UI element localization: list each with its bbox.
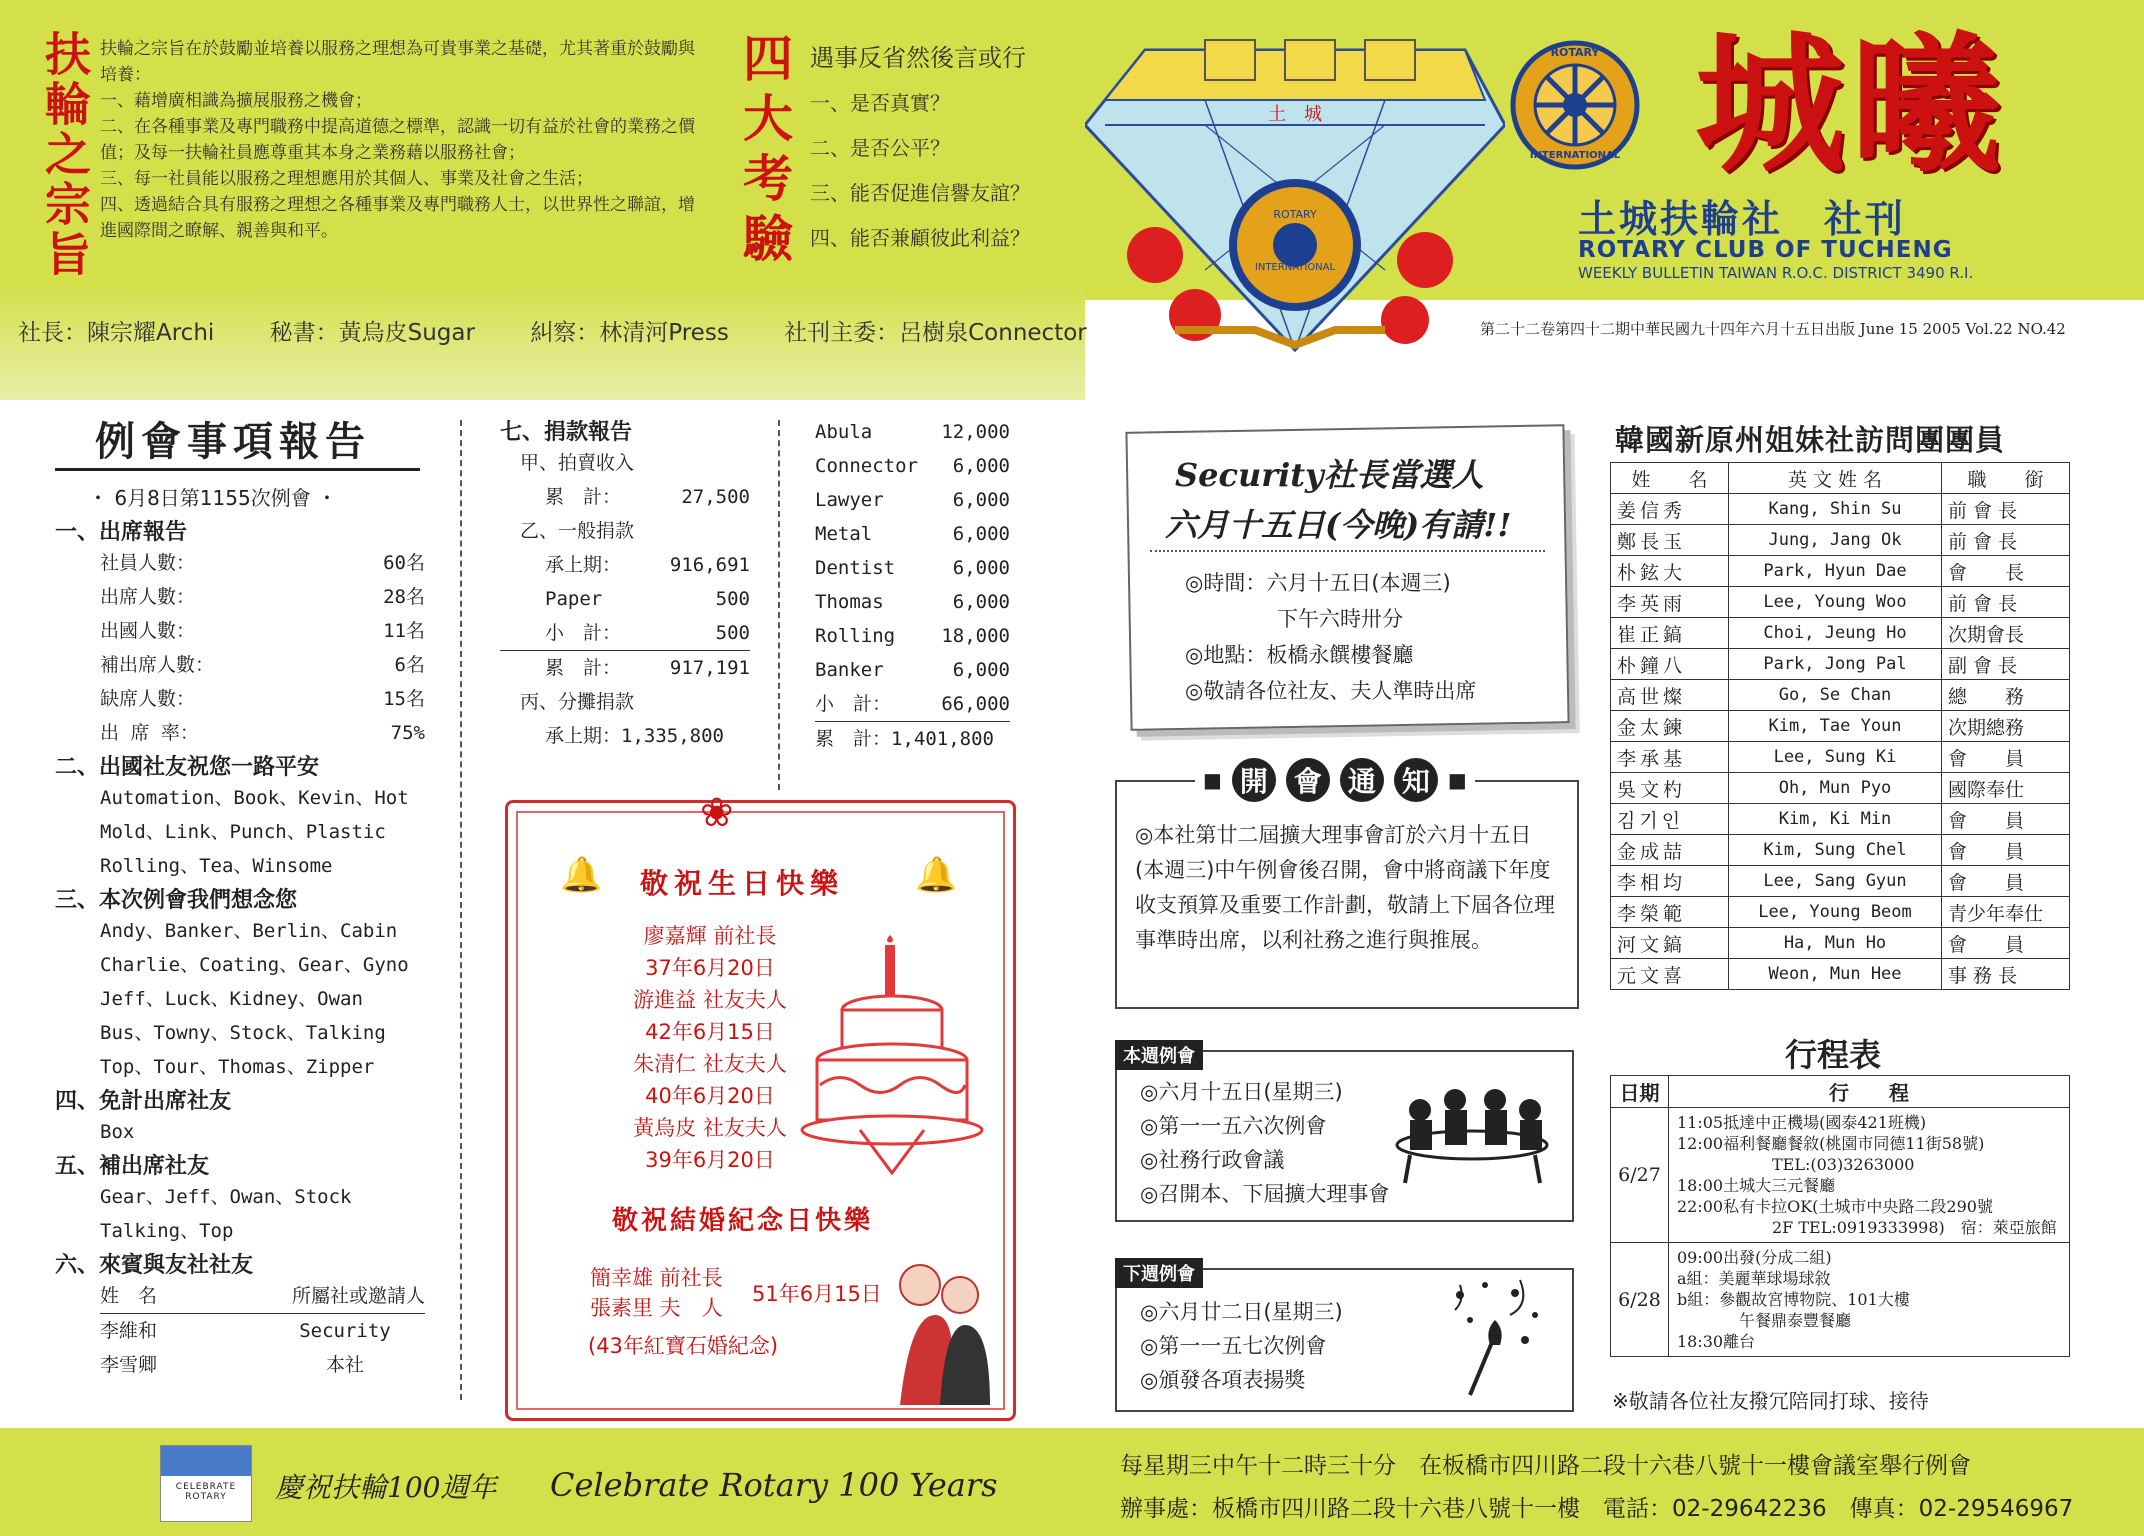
officer-president: 社長：陳宗耀Archi — [18, 320, 215, 346]
diamond-emblem-top: ROTARY — [1273, 208, 1317, 221]
attendance-row: 補出席人數： 6名 — [100, 654, 425, 676]
table-row: 6/28 09:00出發(分成二組) a組：美麗華球場球敘 b組：參觀故宮博物院、101大樓 午餐鼎泰豐餐廳 18:30離台 — [1611, 1243, 2070, 1357]
officers-line — [18, 314, 1135, 347]
security-title-1: Security社長當選人 — [1175, 456, 1484, 494]
table-row: 鄭長玉 Jung, Jang Ok 前 會 長 — [1611, 525, 2070, 556]
birthday-title: 敬祝生日快樂 — [640, 867, 845, 900]
meeting-illustration — [1390, 1075, 1555, 1185]
guests-header-row: 姓 名 所屬社或邀請人 — [100, 1279, 425, 1314]
bells-icon: 🔔 — [560, 855, 603, 895]
security-title-2: 六月十五日(今晚)有請!! — [1165, 506, 1512, 544]
missed-heading: 三、本次例會我們想念您 — [55, 888, 298, 913]
purpose-item-2: 二、在各種事業及專門職務中提高道德之標準，認識一切有益於社會的業務之價值；及每一扶輪社員應尊重其本身之業務藉以服務社會； — [100, 117, 695, 163]
security-details: ◎時間：六月十五日(本週三) 下午六時卅分 ◎地點：板橋永饌樓餐廳 ◎敬請各位社友、夫人準時出席 — [1185, 571, 1477, 703]
meeting-notice-body: ◎本社第廿二屆擴大理事會訂於六月十五日(本週三)中午例會後召開，會中將商議下年度收支預算及重要工作計劃，敬請上下屆各位理事準時出席，以利社務之進行與推展。 — [1135, 823, 1555, 952]
four-way-item-2: 二、是否公平？ — [810, 136, 950, 160]
bulletin-main-title: 城曦 — [1695, 17, 2008, 193]
attendance-row: 出國人數： 11名 — [100, 620, 425, 642]
purpose-item-3: 三、每一社員能以服務之理想應用於其個人、事業及社會之生活； — [100, 169, 593, 189]
donation-section — [500, 415, 750, 753]
celebrate-cn: 慶祝扶輪100週年 — [275, 1471, 497, 1504]
notice-char: 通 — [1340, 758, 1384, 802]
table-header-row: 日期 行 程 — [1611, 1076, 2070, 1108]
table-row: 李英雨 Lee, Young Woo 前 會 長 — [1611, 587, 2070, 618]
diamond-text: 土 城 — [1268, 104, 1322, 125]
donation-list: 甲、拍賣收入 累 計： 27,500 乙、一般捐款 承上期： 916,691 Paper 500 小 計： 500 累 計： 917,191 丙、分攤捐款 承上期：1,335,800 — [500, 446, 750, 753]
travel-list: Automation、Book、Kevin、Hot Mold、Link、Punch、Plastic Rolling、Tea、Winsome — [100, 787, 409, 877]
next-week-tag: 下週例會 — [1115, 1258, 1203, 1288]
security-divider — [1150, 550, 1545, 552]
attendance-heading: 一、出席報告 — [55, 520, 188, 545]
celebrate-en: Celebrate Rotary 100 Years — [550, 1466, 998, 1504]
bells-icon-right: 🔔 — [915, 855, 958, 895]
cake-icon — [800, 935, 985, 1175]
celebration-illustration — [1440, 1275, 1550, 1400]
attendance-list — [55, 546, 425, 750]
table-row: 朴鉉大 Park, Hyun Dae 會 長 — [1611, 556, 2070, 587]
this-week-tag: 本週例會 — [1115, 1040, 1203, 1070]
report-title-underline — [55, 468, 420, 471]
makeup-heading: 五、補出席社友 — [55, 1154, 210, 1179]
column-divider — [460, 420, 462, 1400]
schedule-title: 行程表 — [1785, 1036, 1882, 1074]
attendance-row: 缺席人數： 15名 — [100, 688, 425, 710]
guest-row: 李雪卿 本社 — [100, 1354, 364, 1376]
schedule-note: ※敬請各位社友撥冗陪同打球、接待 — [1612, 1389, 1929, 1413]
meeting-notice-heading: ■ 開 會 通 知 ■ — [1195, 758, 1475, 802]
diamond-logo — [1085, 30, 1505, 360]
travel-heading: 二、出國社友祝您一路平安 — [55, 755, 320, 780]
notice-char: 會 — [1286, 758, 1330, 802]
purpose-vertical-title: 扶輪之宗旨 — [38, 30, 92, 280]
diamond-emblem-bottom: INTERNATIONAL — [1254, 262, 1336, 273]
four-way-item-3: 三、能否促進信譽友誼？ — [810, 181, 1030, 205]
table-row: 崔正鎬 Choi, Jeung Ho 次期會長 — [1611, 618, 2070, 649]
table-row: 姜信秀 Kang, Shin Su 前 會 長 — [1611, 494, 2070, 525]
anniversary-names: 簡幸雄 前社長 張素里 夫 人 — [590, 1266, 723, 1320]
donation-c-list: Abula 12,000 Connector 6,000 Lawyer 6,000 Metal 6,000 Dentist 6,000 Thomas 6,000 Rolling 18,000 Banker 6,000 小 計： 66,000 累 計：1,401,800 — [815, 421, 1010, 750]
anniversary-note: (43年紅寶石婚紀念) — [588, 1334, 779, 1358]
officer-editor: 社刊主委：呂樹泉Connector — [784, 320, 1087, 346]
anniversary-date: 51年6月15日 — [752, 1282, 882, 1306]
table-row: 元文喜 Weon, Mun Hee 事 務 長 — [1611, 959, 2070, 990]
table-row: 高世燦 Go, Se Chan 總 務 — [1611, 680, 2070, 711]
officer-secretary: 秘書：黃烏皮Sugar — [269, 320, 475, 346]
table-row: 吳文杓 Oh, Mun Pyo 國際奉仕 — [1611, 773, 2070, 804]
notice-char: 開 — [1232, 758, 1276, 802]
issue-info: 第二十二卷第四十二期中華民國九十四年六月十五日出版 June 15 2005 Vol.22 NO.42 — [1480, 320, 2066, 338]
guests-list — [55, 1279, 425, 1382]
column-divider-2 — [778, 420, 780, 790]
korean-team-title: 韓國新原州姐妹社訪問團團員 — [1615, 423, 2006, 457]
report-title: 例會事項報告 — [95, 418, 371, 465]
purpose-item-4: 四、透過結合具有服務之理想之各種事業及專門職務人士，以世界性之聯誼，增進國際間之瞭解、親善與和平。 — [100, 195, 695, 241]
table-row: 李榮範 Lee, Young Beom 青少年奉仕 — [1611, 897, 2070, 928]
exempt-heading: 四、免計出席社友 — [55, 1089, 232, 1114]
couple-illustration — [880, 1255, 1000, 1405]
club-name-en: ROTARY CLUB OF TUCHENG — [1578, 237, 1953, 263]
notice-char: 知 — [1394, 758, 1438, 802]
table-row: 河文鎬 Ha, Mun Ho 會 員 — [1611, 928, 2070, 959]
four-way-vertical-title: 四大考驗 — [735, 32, 793, 272]
meeting-number: ・ 6月8日第1155次例會 ・ — [88, 486, 338, 510]
birthday-list: 廖嘉輝 前社長 37年6月20日 游進益 社友夫人 42年6月15日 朱清仁 社友夫人 40年6月20日 黃烏皮 社友夫人 39年6月20日 — [633, 924, 787, 1172]
attendance-row: 出 席 率： 75% — [100, 722, 425, 744]
this-week-list: ◎六月十五日(星期三) ◎第一一五六次例會 ◎社務行政會議 ◎召開本、下屆擴大理事會 — [1140, 1080, 1390, 1206]
meeting-schedule-line: 每星期三中午十二時三十分 在板橋市四川路二段十六巷八號十一樓會議室舉行例會 — [1120, 1453, 1971, 1479]
four-way-item-4: 四、能否兼顧彼此利益？ — [810, 226, 1030, 250]
table-row: 朴鐘八 Park, Jong Pal 副 會 長 — [1611, 649, 2070, 680]
four-way-test — [810, 36, 1030, 261]
emblem-text-top: ROTARY — [1550, 46, 1600, 59]
four-way-item-1: 一、是否真實？ — [810, 91, 950, 115]
schedule-table — [1610, 1075, 2070, 1357]
bulletin-subtitle: WEEKLY BULLETIN TAIWAN R.O.C. DISTRICT 3490 R.I. — [1578, 264, 1974, 282]
attendance-section — [55, 515, 425, 1382]
korean-team-table — [1610, 462, 2070, 990]
officer-sergeant: 糾察：林清河Press — [530, 320, 729, 346]
office-contact-line: 辦事處：板橋市四川路二段十六巷八號十一樓 電話：02-29642236 傳真：02-29546967 — [1120, 1496, 2074, 1522]
missed-list: Andy、Banker、Berlin、Cabin Charlie、Coating、Gear、Gyno Jeff、Luck、Kidney、Owan Bus、Towny、Stock、Talking Top、Tour、Thomas、Zipper — [100, 920, 409, 1078]
table-row: 李承基 Lee, Sung Ki 會 員 — [1611, 742, 2070, 773]
table-row: 李相均 Lee, Sang Gyun 會 員 — [1611, 866, 2070, 897]
celebrate-rotary-logo — [160, 1445, 252, 1522]
table-row: 김기인 Kim, Ki Min 會 員 — [1611, 804, 2070, 835]
donation-heading: 七、捐款報告 — [500, 420, 633, 445]
four-way-intro: 遇事反省然後言或行 — [810, 44, 1026, 72]
purpose-intro: 扶輪之宗旨在於鼓勵並培養以服務之理想為可貴事業之基礎，尤其著重於鼓勵與培養： — [100, 39, 695, 85]
table-row: 6/27 11:05抵達中正機場(國泰421班機) 12:00福利餐廳餐敘(桃園市同德11街58號) TEL:(03)3263000 18:00土城大三元餐廳 22:00私有卡拉OK(土城市中央路二段290號 2F TEL:0919333998) 宿：萊亞旅館 — [1611, 1108, 2070, 1243]
celebrate-logo-text: CELEBRATE ROTARY — [175, 1482, 237, 1502]
table-row: 金太鍊 Kim, Tae Youn 次期總務 — [1611, 711, 2070, 742]
guests-heading: 六、來賓與友社社友 — [55, 1253, 254, 1278]
makeup-list: Gear、Jeff、Owan、Stock Talking、Top — [100, 1186, 352, 1242]
next-week-list: ◎六月廿二日(星期三) ◎第一一五七次例會 ◎頒發各項表揚獎 — [1140, 1300, 1343, 1392]
table-header-row: 姓 名 英 文 姓 名 職 銜 — [1611, 463, 2070, 494]
purpose-text — [100, 36, 700, 244]
guest-row: 李維和 Security — [100, 1320, 391, 1342]
anniversary-title: 敬祝結婚紀念日快樂 — [612, 1206, 874, 1236]
emblem-text-bottom: INTERNATIONAL — [1529, 150, 1621, 161]
table-row: 金成喆 Kim, Sung Chel 會 員 — [1611, 835, 2070, 866]
purpose-item-1: 一、藉增廣相識為擴展服務之機會； — [100, 91, 372, 111]
attendance-row: 出席人數： 28名 — [100, 586, 425, 608]
exempt-list: Box — [100, 1121, 135, 1143]
ribbon-icon: ❀ — [700, 790, 734, 836]
attendance-row: 社員人數： 60名 — [100, 552, 425, 574]
club-name-cn: 土城扶輪社 社刊 — [1578, 197, 1907, 241]
